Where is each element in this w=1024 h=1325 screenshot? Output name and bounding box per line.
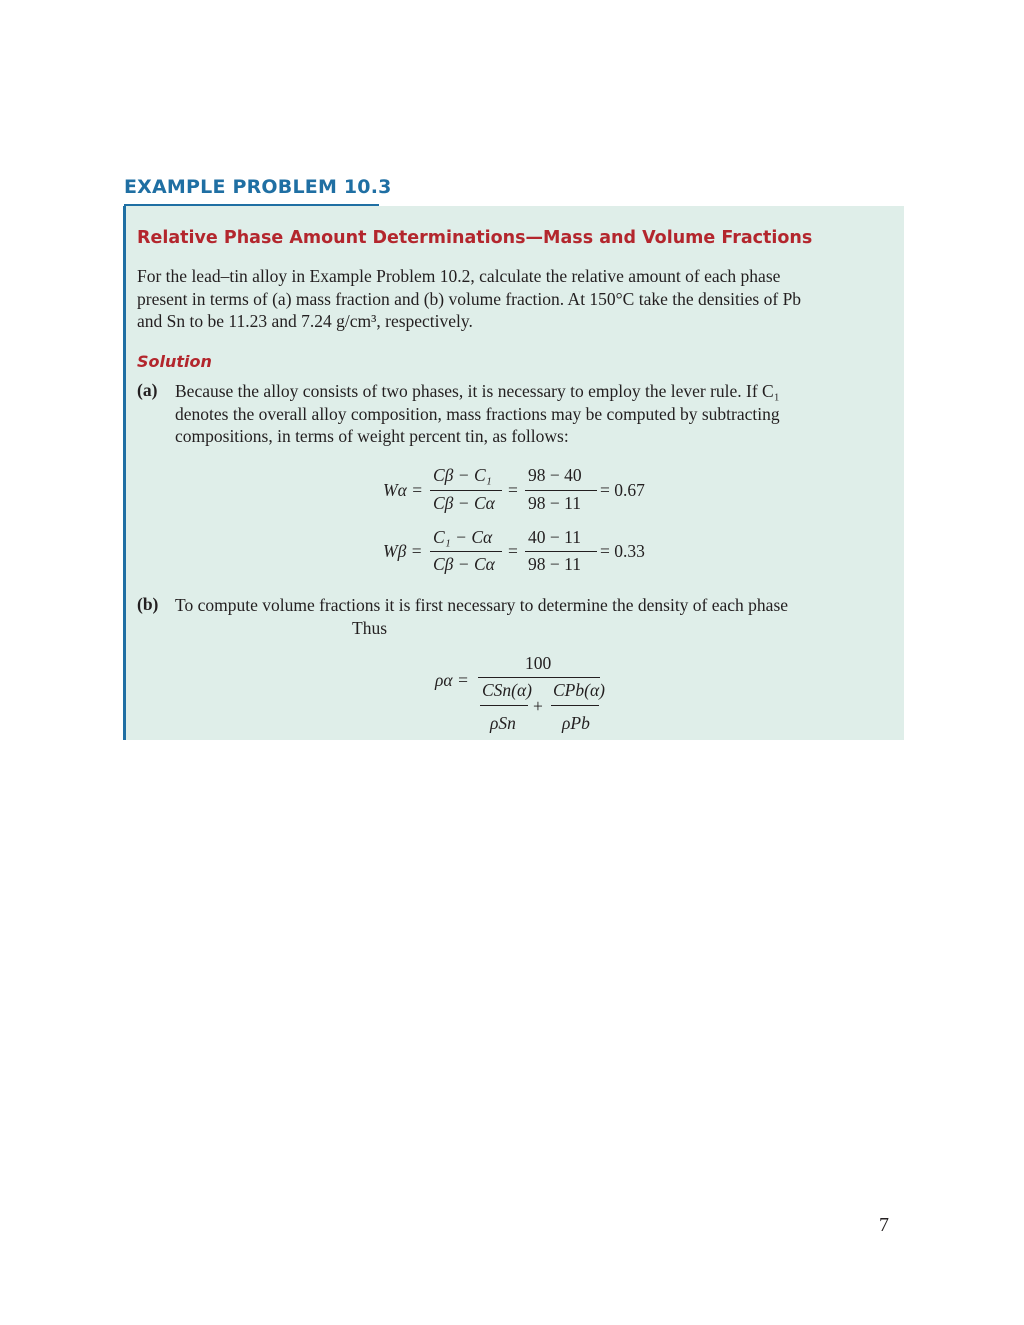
eq1-frac2-line: [525, 490, 597, 491]
eq1-num2: 98 − 40: [528, 465, 582, 485]
part-a-label: (a): [137, 380, 158, 400]
part-a-line-1: Because the alloy consists of two phases, it is necessary to employ the lever rule. If C₁: [175, 381, 780, 401]
rho-eq-term1-num: CSn(α): [482, 680, 533, 700]
eq2-den2: 98 − 11: [528, 554, 581, 574]
part-b-line-2: Thus: [352, 618, 387, 638]
rho-eq-term2-den: ρPb: [562, 713, 590, 733]
part-b-label: (b): [137, 594, 159, 614]
eq1-num1: Cβ − C₁: [433, 465, 492, 485]
solution-heading: Solution: [137, 352, 212, 371]
part-a-line-3: compositions, in terms of weight percent tin, as follows:: [175, 426, 569, 446]
part-a-line-2: denotes the overall alloy composition, mass fractions may be computed by subtracting: [175, 403, 780, 424]
part-a-text: [175, 380, 780, 448]
rho-eq-numerator: 100: [525, 653, 552, 673]
eq2-num2: 40 − 11: [528, 527, 581, 547]
eq2-equals: =: [508, 541, 518, 561]
rho-eq-term2-line: [551, 705, 599, 706]
page-number: 7: [879, 1214, 889, 1236]
eq1-lhs: Wα =: [383, 480, 423, 500]
example-heading: EXAMPLE PROBLEM 10.3: [124, 176, 392, 198]
rho-eq-term2-num: CPb(α): [553, 680, 605, 700]
eq2-den1: Cβ − Cα: [433, 554, 495, 574]
eq2-num1: C₁ − Cα: [433, 527, 493, 547]
eq2-frac2-line: [525, 551, 597, 552]
rho-eq-plus: +: [533, 696, 543, 716]
example-subtitle: Relative Phase Amount Determinations—Mass and Volume Fractions: [137, 228, 813, 248]
problem-line-3: and Sn to be 11.23 and 7.24 g/cm³, respectively.: [137, 311, 473, 331]
part-b-line-1: To compute volume fractions it is first necessary to determine the density of each phase: [175, 595, 789, 615]
eq2-result: = 0.33: [600, 541, 645, 561]
eq1-equals: =: [508, 480, 518, 500]
eq1-den1: Cβ − Cα: [433, 493, 495, 513]
problem-line-1: For the lead–tin alloy in Example Problem 10.2, calculate the relative amount of each phase: [137, 266, 781, 286]
rho-eq-lhs: ρα =: [435, 670, 469, 690]
eq1-den2: 98 − 11: [528, 493, 581, 513]
eq2-lhs: Wβ =: [383, 541, 423, 561]
problem-statement: [137, 265, 900, 333]
rho-eq-main-line: [478, 677, 600, 678]
rho-eq-term1-den: ρSn: [490, 713, 516, 733]
eq1-frac1-line: [430, 490, 502, 491]
rho-eq-term1-line: [480, 705, 528, 706]
eq1-result: = 0.67: [600, 480, 645, 500]
eq2-frac1-line: [430, 551, 502, 552]
problem-line-2: present in terms of (a) mass fraction and (b) volume fraction. At 150°C take the densities of Pb: [137, 288, 802, 309]
